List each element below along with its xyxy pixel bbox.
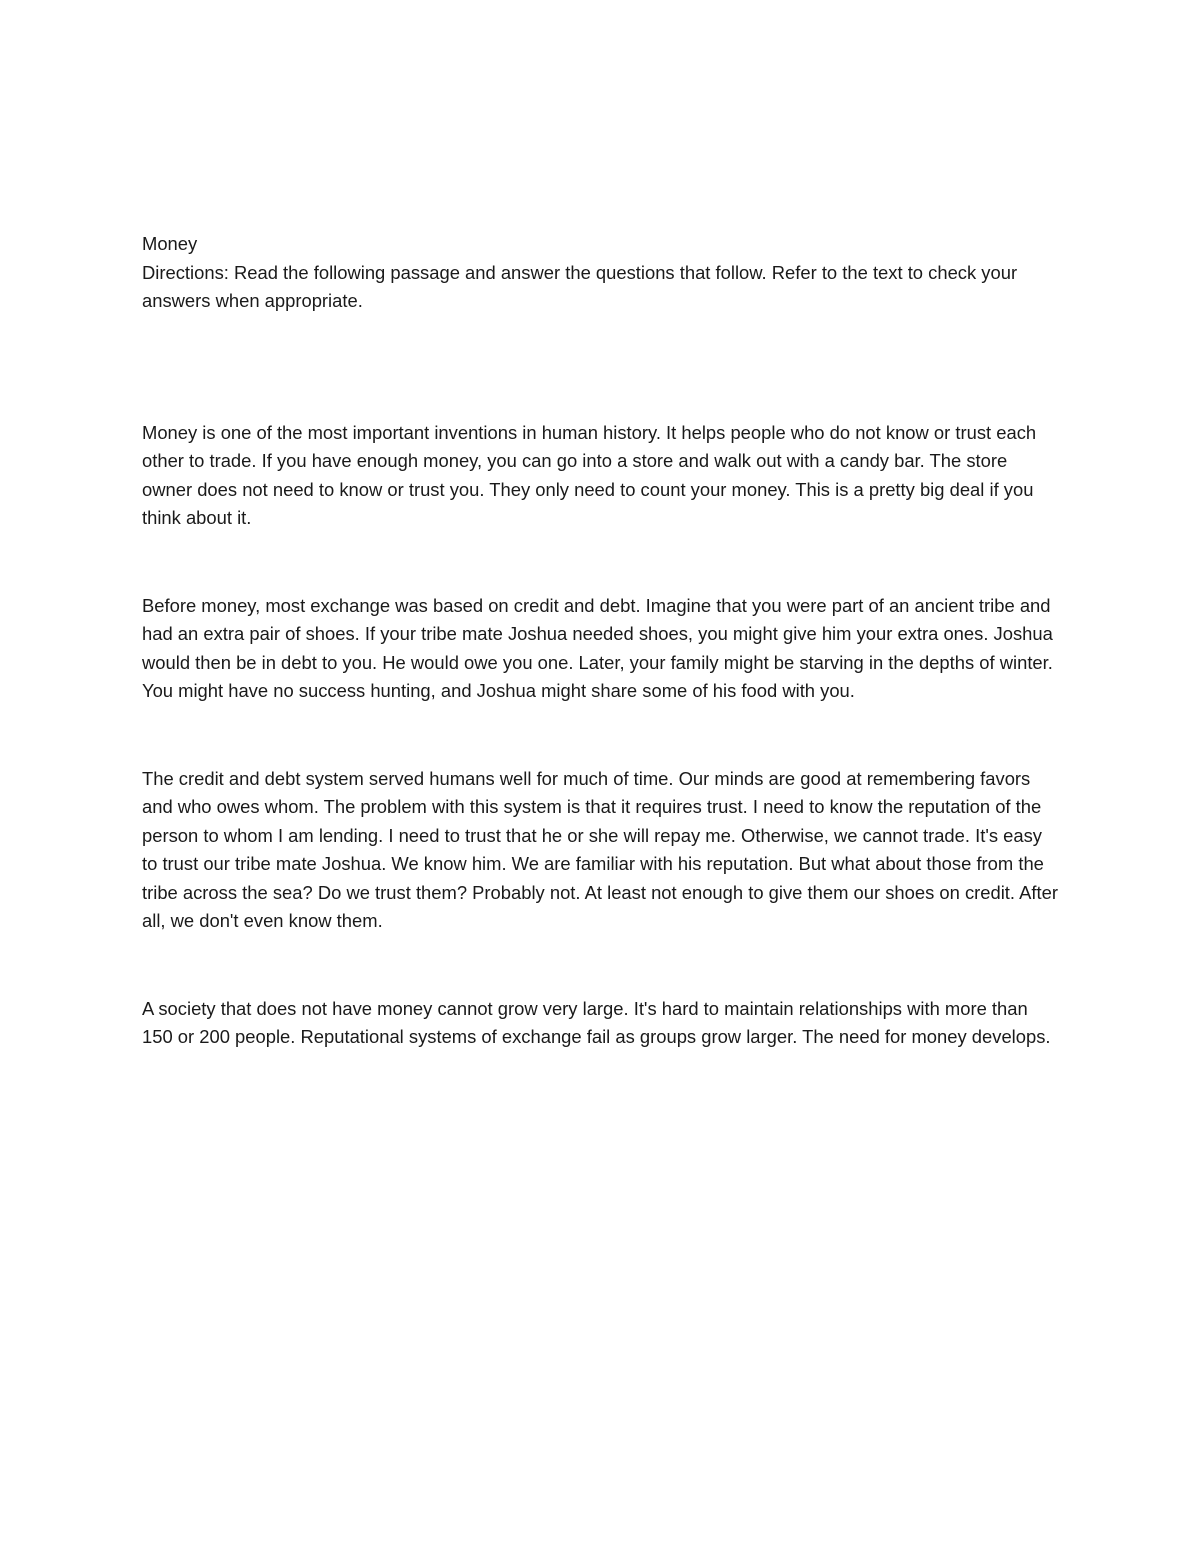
passage-paragraph-3: The credit and debt system served humans well for much of time. Our minds are good at remembering favors and who owes whom. The problem with this system is that it requires trust. I need to know the reputation of the person to whom I am lending. I need to trust that he or she will repay me. Otherwise, we cannot trade. It's easy to trust our tribe mate Joshua. We know him. We are familiar with his reputation. But what about those from the tribe across the sea? Do we trust them? Probably not. At least not enough to give them our shoes on credit. After all, we don't even know them. xyxy=(142,767,1058,931)
document-body xyxy=(142,230,1062,1052)
directions-text: Directions: Read the following passage and answer the questions that follow. Refer to the text to check your answers when appropriate. xyxy=(142,261,1018,311)
passage-paragraph-4: A society that does not have money cannot grow very large. It's hard to maintain relationships with more than 150 or 200 people. Reputational systems of exchange fail as groups grow larger. The need for money develops. xyxy=(142,997,1051,1047)
passage-paragraph-1: Money is one of the most important inventions in human history. It helps people who do not know or trust each other to trade. If you have enough money, you can go into a store and walk out with a candy bar. The store owner does not need to know or trust you. They only need to count your money. This is a pretty big deal if you think about it. xyxy=(142,421,1037,528)
document-title: Money xyxy=(142,233,198,254)
passage-paragraph-2: Before money, most exchange was based on credit and debt. Imagine that you were part of an ancient tribe and had an extra pair of shoes. If your tribe mate Joshua needed shoes, you might give him your extra ones. Joshua would then be in debt to you. He would owe you one. Later, your family might be starving in the depths of winter. You might have no success hunting, and Joshua might share some of his food with you. xyxy=(142,594,1053,701)
